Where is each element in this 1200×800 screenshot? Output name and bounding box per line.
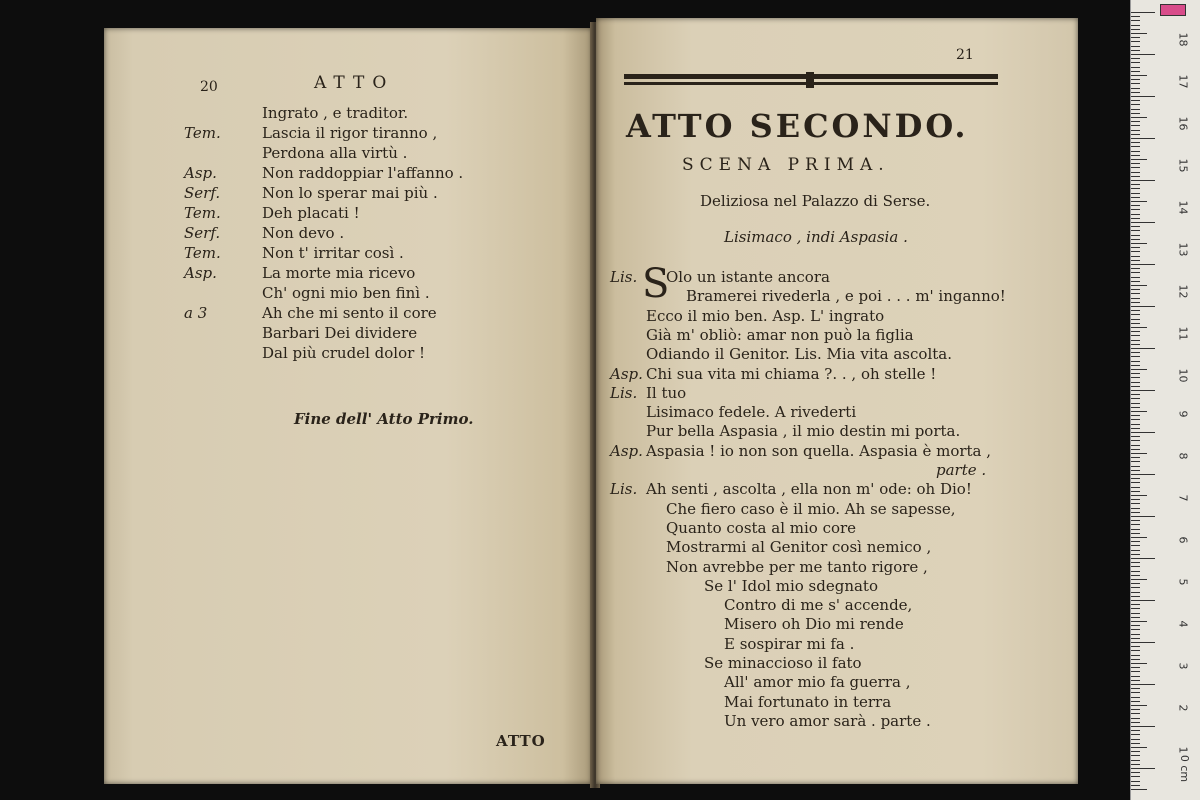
ruler-tick [1131, 218, 1140, 219]
ruler-tick [1131, 281, 1140, 282]
ruler-tick [1131, 692, 1140, 693]
ruler-tick [1131, 260, 1140, 261]
ruler-tick [1131, 356, 1140, 357]
verse-line: Pur bella Aspasia , il mio destin mi porta. [646, 422, 961, 441]
ruler-tick [1131, 243, 1147, 244]
ruler-tick [1131, 113, 1140, 114]
ruler-tick [1131, 172, 1140, 173]
verse-line: Barbari Dei dividere [262, 324, 418, 342]
verse-line: Non lo sperar mai più . [262, 184, 438, 202]
ruler-tick [1131, 180, 1155, 181]
ruler-tick [1131, 432, 1155, 433]
ruler-tick [1131, 398, 1140, 399]
ruler-number: 12 [1176, 284, 1190, 299]
ruler-tick [1131, 663, 1147, 664]
ruler-tick [1131, 67, 1140, 68]
verse-line: La morte mia ricevo [262, 264, 416, 282]
ruler-tick [1131, 718, 1140, 719]
ruler-tick [1131, 613, 1140, 614]
ruler-tick [1131, 617, 1140, 618]
verse-line: Misero oh Dio mi rende [724, 615, 904, 634]
ruler-tick [1131, 659, 1140, 660]
ruler-tick [1131, 272, 1140, 273]
right-page-number: 21 [956, 47, 974, 63]
ornament-rule [624, 72, 998, 90]
ruler-tick [1131, 75, 1147, 76]
ruler-tick [1131, 407, 1140, 408]
ruler-tick [1131, 155, 1140, 156]
ruler-tick [1131, 46, 1140, 47]
ruler-tick [1131, 142, 1140, 143]
speaker-label: Lis. [610, 383, 638, 402]
ruler-number: 4 [1176, 620, 1190, 628]
ruler-tick [1131, 776, 1140, 777]
ruler-tick [1131, 100, 1140, 101]
ruler-tick [1131, 503, 1140, 504]
ruler-tick [1131, 575, 1140, 576]
ruler-tick [1131, 264, 1155, 265]
ruler-tick [1131, 461, 1140, 462]
ruler-tick [1131, 130, 1140, 131]
measuring-ruler [1130, 0, 1200, 800]
verse-line: Un vero amor sarà . parte . [724, 711, 931, 730]
left-running-head: ATTO [314, 73, 395, 93]
ruler-tick [1131, 377, 1140, 378]
scene-characters: Lisimaco , indi Aspasia . [724, 228, 908, 246]
speaker-label: Lis. [610, 268, 638, 286]
ruler-tick [1131, 592, 1140, 593]
ruler-tick [1131, 222, 1155, 223]
verse-line: Deh placati ! [262, 204, 360, 222]
ruler-tick [1131, 550, 1140, 551]
ruler-tick [1131, 638, 1140, 639]
catchword: ATTO [496, 732, 546, 750]
verse-line: Che fiero caso è il mio. Ah se sapesse, [666, 499, 956, 518]
ruler-tick [1131, 268, 1140, 269]
ruler-tick [1131, 293, 1140, 294]
ruler-tick [1131, 386, 1140, 387]
ruler-tick [1131, 482, 1140, 483]
open-book [96, 12, 1096, 788]
verse-line: Chi sua vita mi chiama ?. . , oh stelle ! [646, 364, 937, 383]
ruler-tick [1131, 634, 1140, 635]
ruler-tick [1131, 537, 1147, 538]
verse-line: Aspasia ! io non son quella. Aspasia è morta , [646, 441, 992, 460]
ruler-tick [1131, 453, 1147, 454]
ruler-tick [1131, 512, 1140, 513]
ruler-tick [1131, 58, 1140, 59]
ruler-tick [1131, 491, 1140, 492]
ruler-number: 15 [1176, 158, 1190, 173]
ruler-tick [1131, 487, 1140, 488]
speaker-label: Lis. [610, 480, 638, 499]
speaker-label: Tem. [184, 124, 221, 142]
ruler-tick [1131, 319, 1140, 320]
speaker-label: Asp. [610, 441, 643, 460]
ruler-tick [1131, 478, 1140, 479]
ruler-tick [1131, 163, 1140, 164]
ruler-unit: 0 cm [1178, 754, 1192, 783]
ruler-tick [1131, 697, 1140, 698]
ruler-tick [1131, 277, 1140, 278]
ruler-tick [1131, 680, 1140, 681]
ruler-tick [1131, 37, 1140, 38]
verse-line: Dal più crudel dolor ! [262, 344, 426, 362]
speaker-label: Tem. [184, 204, 221, 222]
ruler-number: 13 [1176, 242, 1190, 257]
ruler-tick [1131, 403, 1140, 404]
ruler-tick [1131, 235, 1140, 236]
ruler-tick [1131, 445, 1140, 446]
verse-line: Odiando il Genitor. Lis. Mia vita ascolta. [646, 345, 952, 364]
ruler-tick [1131, 29, 1140, 30]
verse-line: Lascia il rigor tiranno , [262, 124, 438, 142]
ruler-tick [1131, 608, 1140, 609]
ruler-tick [1131, 214, 1140, 215]
ruler-tick [1131, 121, 1140, 122]
ruler-tick [1131, 667, 1140, 668]
ruler-number: 11 [1176, 326, 1190, 341]
ruler-tick [1131, 71, 1140, 72]
ruler-tick [1131, 251, 1140, 252]
ruler-number: 2 [1176, 704, 1190, 712]
ruler-tick [1131, 411, 1147, 412]
ruler-tick [1131, 419, 1140, 420]
ruler-tick [1131, 79, 1140, 80]
ruler-tick [1131, 365, 1140, 366]
ruler-tick [1131, 92, 1140, 93]
ruler-tick [1131, 239, 1140, 240]
ruler-tick [1131, 394, 1140, 395]
left-page-number: 20 [200, 79, 218, 95]
ruler-tick [1131, 671, 1140, 672]
verse-line: Lisimaco fedele. A rivederti [646, 403, 857, 422]
ruler-tick [1131, 159, 1147, 160]
ruler-tick [1131, 646, 1140, 647]
ruler-number: 17 [1176, 74, 1190, 89]
ruler-number: 3 [1176, 662, 1190, 670]
left-page [104, 28, 592, 784]
verse-line: Ah che mi sento il core [262, 304, 437, 322]
ruler-tick [1131, 642, 1155, 643]
ruler-tick [1131, 684, 1155, 685]
ruler-tick [1131, 54, 1155, 55]
verse-line: Non raddoppiar l'affanno . [262, 164, 464, 182]
speaker-label: Asp. [610, 364, 643, 383]
ruler-tick [1131, 256, 1140, 257]
verse-line: Non devo . [262, 224, 345, 242]
ruler-tick [1131, 558, 1155, 559]
ruler-tick [1131, 230, 1140, 231]
ruler-tick [1131, 226, 1140, 227]
ruler-tick [1131, 205, 1140, 206]
ruler-tick [1131, 566, 1140, 567]
ruler-tick [1131, 151, 1140, 152]
ruler-tick [1131, 524, 1140, 525]
ruler-number: 18 [1176, 32, 1190, 47]
ruler-tick [1131, 520, 1140, 521]
verse-line: All' amor mio fa guerra , [724, 673, 911, 692]
ruler-tick [1131, 289, 1140, 290]
verse-line: Il tuo [646, 383, 687, 402]
speaker-label: Asp. [184, 264, 217, 282]
act-title: ATTO SECONDO. [626, 107, 969, 145]
verse-line: Non avrebbe per me tanto rigore , [666, 557, 928, 576]
ruler-tick [1131, 529, 1140, 530]
ruler-tick [1131, 16, 1140, 17]
ruler-tick [1131, 705, 1147, 706]
ruler-number: 5 [1176, 578, 1190, 586]
ruler-tick [1131, 789, 1147, 790]
ruler-tick [1131, 760, 1140, 761]
ruler-tick [1131, 146, 1140, 147]
speaker-label: Serf. [184, 224, 221, 242]
ruler-tick [1131, 436, 1140, 437]
ruler-tick [1131, 20, 1140, 21]
verse-line: Non t' irritar così . [262, 244, 404, 262]
verse-line: parte . [936, 461, 987, 479]
ruler-tick [1131, 188, 1140, 189]
ruler-tick [1131, 302, 1140, 303]
ruler-tick [1131, 583, 1140, 584]
ruler-tick [1131, 743, 1140, 744]
ruler-tick [1131, 474, 1155, 475]
ruler-tick [1131, 197, 1140, 198]
ruler-tick [1131, 499, 1140, 500]
ruler-tick [1131, 138, 1155, 139]
ruler-tick [1131, 33, 1147, 34]
scene-heading: SCENA PRIMA. [682, 155, 890, 175]
speaker-label: Tem. [184, 244, 221, 262]
drop-cap: S [642, 261, 670, 307]
verse-line: Bramerei rivederla , e poi . . . m' inganno! [686, 287, 1006, 306]
speaker-label: Serf. [184, 184, 221, 202]
ruler-tick [1131, 348, 1155, 349]
speaker-label: a 3 [184, 304, 208, 322]
ruler-tick [1131, 562, 1140, 563]
ruler-number: 14 [1176, 200, 1190, 215]
ruler-tick [1131, 508, 1140, 509]
ruler-tick [1131, 713, 1140, 714]
ruler-tick [1131, 650, 1140, 651]
ruler-tick [1131, 344, 1140, 345]
ruler-tick [1131, 125, 1140, 126]
ruler-tick [1131, 449, 1140, 450]
ruler-tick [1131, 571, 1140, 572]
ruler-tick [1131, 96, 1155, 97]
verse-line: Ecco il mio ben. Asp. L' ingrato [646, 306, 885, 325]
ruler-tick [1131, 495, 1147, 496]
ruler-tick [1131, 734, 1140, 735]
ruler-tick [1131, 25, 1140, 26]
ruler-tick [1131, 688, 1140, 689]
ruler-tick [1131, 772, 1140, 773]
scene-setting: Deliziosa nel Palazzo di Serse. [700, 192, 931, 210]
ruler-tick [1131, 104, 1140, 105]
ruler-tick [1131, 193, 1140, 194]
ruler-tick [1131, 134, 1140, 135]
ruler-tick [1131, 415, 1140, 416]
color-marker [1160, 4, 1186, 16]
ruler-number: 6 [1176, 536, 1190, 544]
ruler-tick [1131, 625, 1140, 626]
ruler-tick [1131, 764, 1140, 765]
ruler-tick [1131, 373, 1140, 374]
verse-line: Se minaccioso il fato [704, 654, 862, 672]
ruler-tick [1131, 335, 1140, 336]
verse-line: Ingrato , e traditor. [262, 104, 409, 122]
verse-line: Ch' ogni mio ben finì . [262, 284, 430, 302]
ruler-tick [1131, 596, 1140, 597]
ruler-tick [1131, 545, 1140, 546]
ruler-tick [1131, 62, 1140, 63]
verse-line: Già m' obliò: amar non può la figlia [646, 325, 914, 344]
verse-line: Mostrarmi al Genitor così nemico , [666, 538, 932, 557]
ruler-tick [1131, 176, 1140, 177]
verse-line: Mai fortunato in terra [724, 692, 892, 711]
ruler-tick [1131, 201, 1147, 202]
ruler-tick [1131, 722, 1140, 723]
ruler-tick [1131, 331, 1140, 332]
ruler-tick [1131, 730, 1140, 731]
right-page [596, 18, 1078, 784]
ruler-tick [1131, 424, 1140, 425]
ruler-tick [1131, 466, 1140, 467]
ruler-number: 8 [1176, 452, 1190, 460]
ruler-tick [1131, 604, 1140, 605]
verse-line: Ah senti , ascolta , ella non m' ode: oh Dio! [646, 480, 972, 499]
ruler-number: 1 [1176, 746, 1190, 754]
ruler-tick [1131, 109, 1140, 110]
ruler-tick [1131, 457, 1140, 458]
ruler-tick [1131, 361, 1140, 362]
ruler-tick [1131, 306, 1155, 307]
ruler-tick [1131, 41, 1140, 42]
ruler-tick [1131, 533, 1140, 534]
ruler-tick [1131, 88, 1140, 89]
ruler-tick [1131, 184, 1140, 185]
ruler-tick [1131, 516, 1155, 517]
ruler-tick [1131, 676, 1140, 677]
ruler-tick [1131, 167, 1140, 168]
ruler-number: 7 [1176, 494, 1190, 502]
verse-line: Quanto costa al mio core [666, 518, 857, 537]
ruler-tick [1131, 352, 1140, 353]
ruler-tick [1131, 587, 1140, 588]
ruler-tick [1131, 768, 1155, 769]
ruler-tick [1131, 209, 1140, 210]
ruler-tick [1131, 117, 1147, 118]
ruler-number: 9 [1176, 410, 1190, 418]
ruler-tick [1131, 369, 1147, 370]
ruler-number: 10 [1176, 368, 1190, 383]
ruler-tick [1131, 285, 1147, 286]
ruler-tick [1131, 655, 1140, 656]
ruler-tick [1131, 50, 1140, 51]
ruler-tick [1131, 781, 1140, 782]
ruler-tick [1131, 390, 1155, 391]
ruler-tick [1131, 382, 1140, 383]
verse-line: Contro di me s' accende, [724, 596, 913, 615]
ruler-tick [1131, 314, 1140, 315]
ruler-tick [1131, 785, 1140, 786]
ruler-tick [1131, 629, 1140, 630]
ruler-tick [1131, 440, 1140, 441]
end-of-act-note: Fine dell' Atto Primo. [294, 410, 474, 428]
verse-line: E sospirar mi fa . [724, 634, 855, 653]
ruler-tick [1131, 726, 1155, 727]
verse-line: Olo un istante ancora [666, 268, 830, 286]
verse-line: Perdona alla virtù . [262, 144, 408, 162]
verse-line: Se l' Idol mio sdegnato [704, 576, 878, 595]
ruler-tick [1131, 554, 1140, 555]
speaker-label: Asp. [184, 164, 217, 182]
ruler-tick [1131, 470, 1140, 471]
ruler-tick [1131, 298, 1140, 299]
ruler-tick [1131, 751, 1140, 752]
ruler-tick [1131, 600, 1155, 601]
ruler-tick [1131, 541, 1140, 542]
ruler-tick [1131, 83, 1140, 84]
ruler-tick [1131, 12, 1155, 13]
ruler-tick [1131, 247, 1140, 248]
ruler-tick [1131, 323, 1140, 324]
ruler-tick [1131, 428, 1140, 429]
ruler-number: 16 [1176, 116, 1190, 131]
ruler-tick [1131, 747, 1147, 748]
ruler-tick [1131, 327, 1147, 328]
ruler-tick [1131, 621, 1147, 622]
ruler-tick [1131, 739, 1140, 740]
ruler-tick [1131, 310, 1140, 311]
ruler-tick [1131, 701, 1140, 702]
ruler-tick [1131, 709, 1140, 710]
ruler-tick [1131, 579, 1147, 580]
ruler-tick [1131, 340, 1140, 341]
ruler-tick [1131, 755, 1140, 756]
